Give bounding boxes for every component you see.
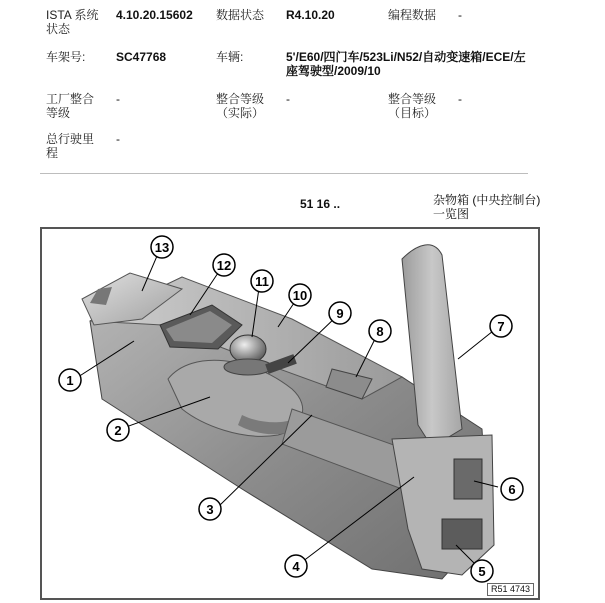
svg-text:11: 11: [255, 274, 269, 289]
rear-vent-shape: [454, 459, 482, 499]
callout-13: [151, 236, 173, 258]
figure-reference: R51 4743: [487, 583, 534, 596]
svg-text:13: 13: [154, 240, 170, 255]
callout-3: [199, 498, 221, 520]
callout-4: [285, 555, 307, 577]
rear-control-shape: [442, 519, 482, 549]
ista-version: 4.10.20.15602: [116, 8, 193, 22]
callout-9: [329, 302, 351, 324]
svg-text:4: 4: [292, 559, 300, 574]
callout-1: [59, 369, 81, 391]
svg-text:6: 6: [508, 482, 516, 497]
console-drawing: [42, 229, 540, 600]
factory-level-label: 工厂整合等级: [46, 92, 95, 120]
vehicle-label: 车辆:: [216, 50, 244, 64]
callout-6: [501, 478, 523, 500]
data-status-label: 数据状态: [216, 8, 265, 22]
programming-data-label: 编程数据: [388, 8, 437, 22]
svg-text:10: 10: [292, 288, 308, 303]
target-level-label: 整合等级（目标）: [388, 92, 437, 120]
mileage-label: 总行驶里程: [46, 132, 95, 160]
callout-8: [369, 320, 391, 342]
section-title: 杂物箱 (中央控制台) 一览图: [433, 193, 541, 221]
programming-data-value: -: [458, 8, 462, 22]
callout-10: [289, 284, 311, 306]
callout-7: [490, 315, 512, 337]
callout-12: [213, 254, 235, 276]
svg-text:3: 3: [206, 502, 214, 517]
vin-label: 车架号:: [46, 50, 86, 64]
console-illustration: [40, 227, 540, 600]
actual-level-label: 整合等级（实际）: [216, 92, 265, 120]
svg-text:9: 9: [336, 306, 344, 321]
controller-base-shape: [224, 359, 272, 375]
target-level-value: -: [458, 92, 462, 106]
mileage-value: -: [116, 132, 120, 146]
svg-text:8: 8: [376, 324, 384, 339]
callout-11: [251, 270, 273, 292]
svg-text:5: 5: [478, 564, 486, 579]
vehicle-value: 5'/E60/四门车/523Li/N52/自动变速箱/ECE/左座驾驶型/2009/10: [286, 50, 526, 78]
vin-value: SC47768: [116, 50, 167, 64]
svg-text:12: 12: [216, 258, 232, 273]
section-code: 51 16 ..: [300, 197, 341, 211]
svg-text:2: 2: [114, 423, 122, 438]
factory-level-value: -: [116, 92, 120, 106]
actual-level-value: -: [286, 92, 290, 106]
ista-label: ISTA 系统状态: [46, 8, 99, 36]
data-status-value: R4.10.20: [286, 8, 335, 22]
callout-5: [471, 560, 493, 582]
callout-2: [107, 419, 129, 441]
svg-text:7: 7: [497, 319, 505, 334]
header-divider: [40, 173, 528, 174]
svg-text:1: 1: [66, 373, 74, 388]
